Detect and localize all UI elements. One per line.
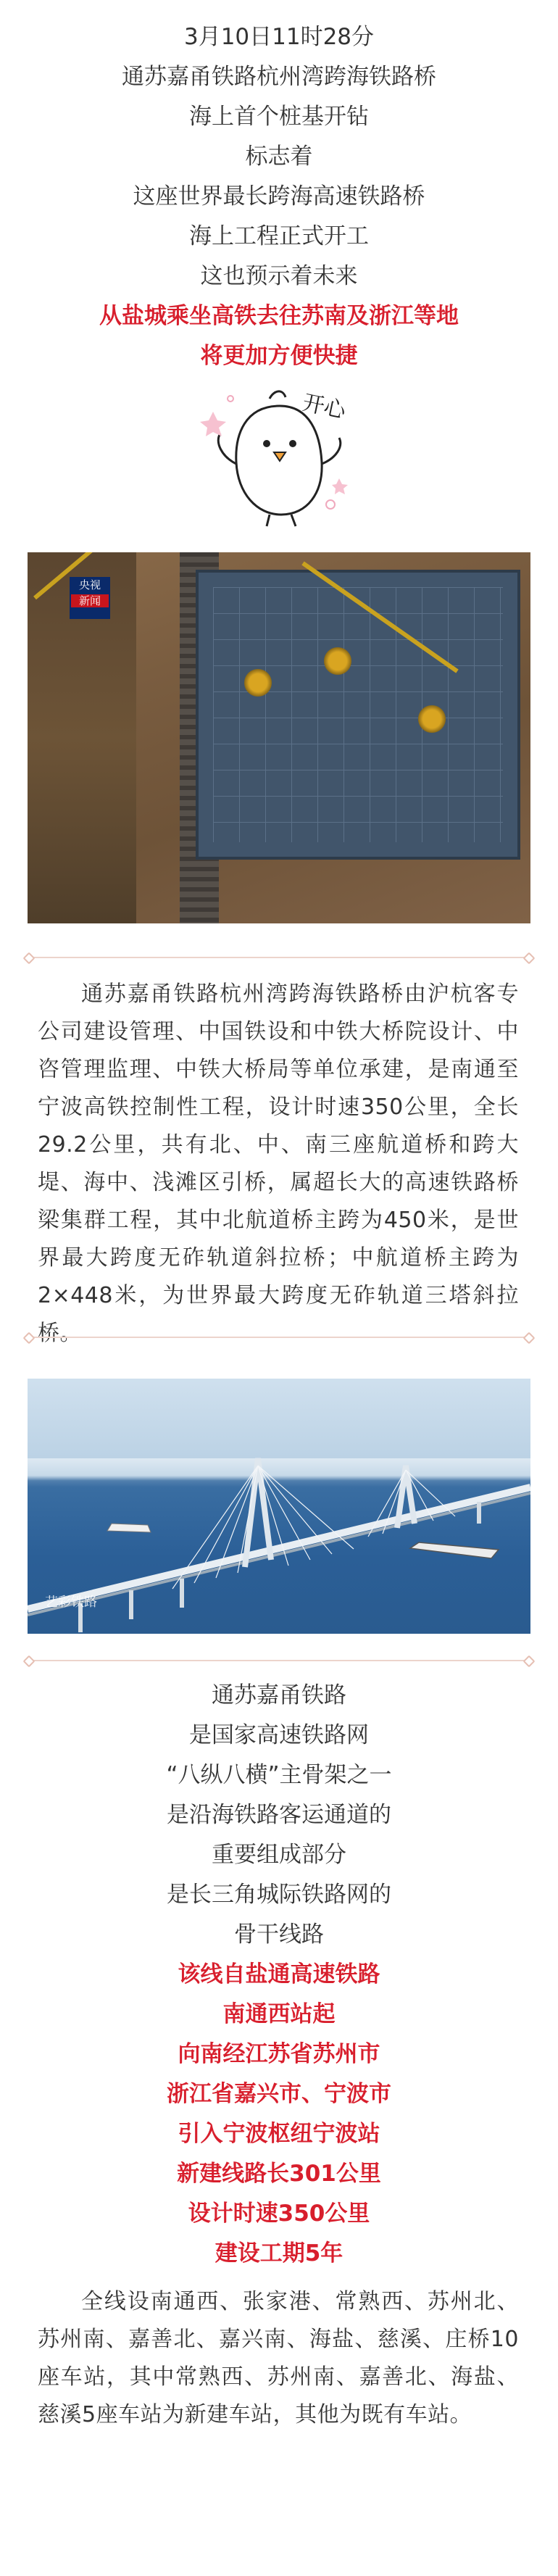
mid-highlight-line: 建设工期5年 [215, 2240, 343, 2267]
divider-ornament [23, 952, 36, 965]
drill-rig [322, 645, 354, 677]
intro-line: 3月10日11时28分 [183, 24, 375, 50]
mid-highlight-line: 向南经江苏省苏州市 [178, 2041, 380, 2067]
mid-highlight-line: 浙江省嘉兴市、宁波市 [167, 2081, 391, 2107]
mid-block [0, 1676, 558, 2274]
mid-highlight-line: 该线自盐通高速铁路 [178, 1961, 380, 1987]
intro-block [0, 17, 558, 376]
intro-line: 标志着 [245, 144, 313, 170]
divider-ornament [523, 1332, 536, 1345]
mid-line: 是沿海铁路客运通道的 [167, 1802, 391, 1828]
divider [28, 957, 530, 958]
mid-line: 是长三角城际铁路网的 [167, 1882, 391, 1908]
cctv-news-logo [70, 577, 110, 619]
logo-top-text: 央视 [78, 578, 101, 591]
intro-line: 通苏嘉甬铁路杭州湾跨海铁路桥 [122, 64, 436, 90]
mid-highlight-line: 新建线路长301公里 [177, 2161, 381, 2187]
mid-line: 通苏嘉甬铁路 [212, 1682, 346, 1708]
divider-ornament [523, 952, 536, 965]
divider [28, 1660, 530, 1661]
mid-highlight-line: 设计时速350公里 [188, 2201, 370, 2227]
paragraph-text: 全线设南通西、张家港、常熟西、苏州北、苏州南、嘉善北、嘉兴南、海盐、慈溪、庄桥10座车站，其中常熟西、苏州南、嘉善北、海盐、慈溪5座车站为新建车站，其他为既有车站。 [38, 2289, 519, 2427]
watermark: 艺彩铁路 [45, 1595, 97, 1610]
body-paragraph [38, 2283, 519, 2434]
drill-rig [242, 667, 274, 699]
intro-line: 海上首个桩基开钻 [189, 104, 369, 130]
divider-ornament [523, 1655, 536, 1668]
sticker-text: 开心 [300, 390, 349, 424]
mid-line: 是国家高速铁路网 [189, 1722, 369, 1748]
mid-highlight-line: 引入宁波枢纽宁波站 [178, 2121, 380, 2147]
intro-line: 这也预示着未来 [200, 263, 358, 289]
cable-stayed-bridge [28, 1379, 530, 1634]
construction-platform [196, 570, 520, 860]
mid-line: “八纵八横”主骨架之一 [166, 1762, 392, 1788]
intro-highlight-line: 将更加方便快捷 [200, 343, 358, 369]
mid-line: 骨干线路 [234, 1921, 324, 1948]
aerial-platform-photo [28, 552, 530, 923]
divider [28, 1337, 530, 1338]
happy-chick-icon [194, 377, 364, 532]
drill-rig [416, 703, 448, 735]
mid-highlight-line: 南通西站起 [222, 2001, 336, 2027]
logo-bottom-text: 新闻 [71, 594, 109, 607]
intro-line: 这座世界最长跨海高速铁路桥 [133, 183, 425, 209]
platform-grid [213, 587, 503, 842]
divider-ornament [23, 1655, 36, 1668]
bridge-render-photo [28, 1379, 530, 1634]
body-paragraph [38, 976, 519, 1353]
intro-highlight-line: 从盐城乘坐高铁去往苏南及浙江等地 [99, 303, 459, 329]
paragraph-text: 通苏嘉甬铁路杭州湾跨海铁路桥由沪杭客专公司建设管理、中国铁设和中铁大桥院设计、中咨管理监理、中铁大桥局等单位承建，是南通至宁波高铁控制性工程，设计时速350公里，全长29.2公里，共有北、中、南三座航道桥和跨大堤、海中、浅滩区引桥，属超长大的高速铁路桥梁集群工程，其中北航道桥主跨为450米，是世界最大跨度无砟轨道斜拉桥；中航道桥主跨为2×448米，为世界最大跨度无砟轨道三塔斜拉桥。 [38, 981, 519, 1346]
mid-line: 重要组成部分 [212, 1842, 346, 1868]
divider-ornament [23, 1332, 36, 1345]
intro-line: 海上工程正式开工 [189, 223, 369, 249]
